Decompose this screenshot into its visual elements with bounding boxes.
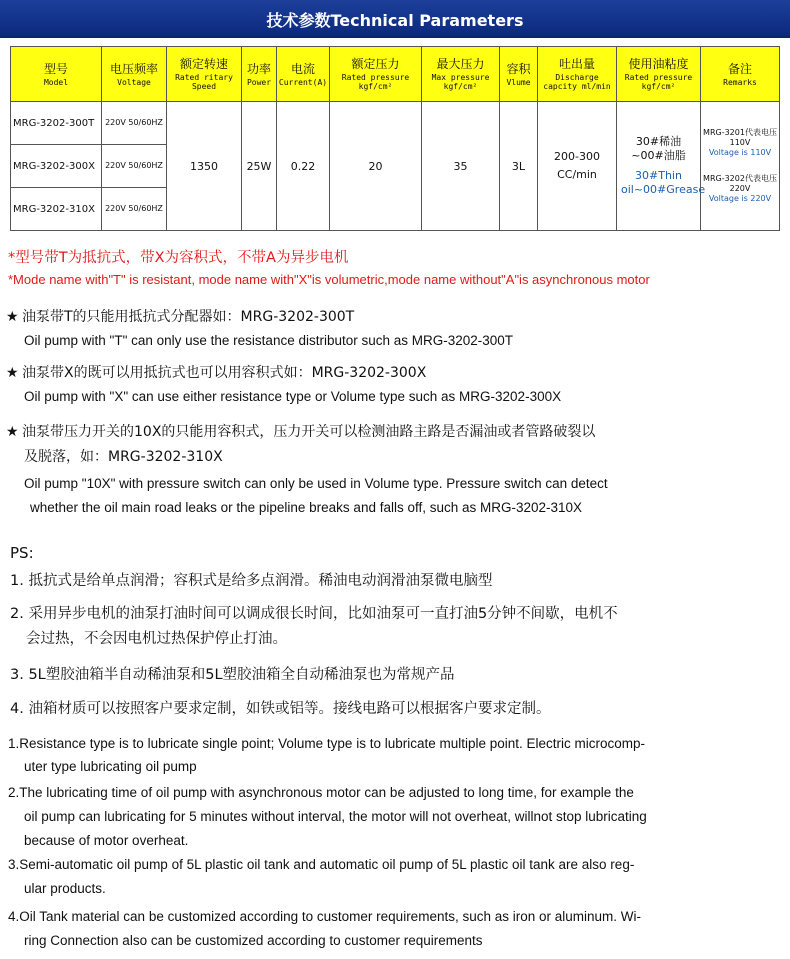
header-cell: 电压频率 Voltage bbox=[102, 47, 167, 102]
header-cell: 备注 Remarks bbox=[701, 47, 780, 102]
ps-en-3-cont: ular products. bbox=[24, 881, 106, 896]
table-header-row bbox=[11, 47, 780, 102]
voltage-cell: 220V 50/60HZ bbox=[102, 188, 167, 231]
max-pressure-cell: 35 bbox=[422, 102, 500, 231]
header-cell: 型号 Model bbox=[11, 47, 102, 102]
viscosity-en: 30#Thin oil~00#Grease bbox=[621, 169, 706, 196]
star-note-3-cont: 及脱落，如：MRG-3202-310X bbox=[24, 449, 223, 465]
star-icon: ★ bbox=[6, 424, 19, 440]
parameters-table bbox=[10, 46, 780, 231]
model-cell: MRG-3202-300T bbox=[11, 102, 102, 145]
header-cell: 额定压力 Rated pressure kgf/cm² bbox=[330, 47, 422, 102]
viscosity-cn: 30#稀油~00#油脂 bbox=[631, 135, 686, 162]
ps-en-1: 1.Resistance type is to lubricate single point; Volume type is to lubricate multiple point. Electric microcomp- bbox=[8, 736, 646, 751]
ps-label: PS: bbox=[10, 544, 34, 562]
model-cell: MRG-3202-310X bbox=[11, 188, 102, 231]
header-cell: 电流 Current(A) bbox=[277, 47, 330, 102]
current-cell: 0.22 bbox=[277, 102, 330, 231]
header-cell: 使用油粘度 Rated pressure kgf/cm² bbox=[617, 47, 701, 102]
remark-cn: MRG-3201代表电压110V bbox=[703, 128, 777, 147]
header-cell: 额定转速 Rated ritary Speed bbox=[167, 47, 242, 102]
ps-en-2-cont2: because of motor overheat. bbox=[24, 833, 189, 848]
ps-en-4-cont: ring Connection also can be customized according to customer requirements bbox=[24, 933, 483, 948]
voltage-cell: 220V 50/60HZ bbox=[102, 102, 167, 145]
star-note-1-en: Oil pump with "T" can only use the resistance distributor such as MRG-3202-300T bbox=[24, 333, 514, 348]
ps-cn-4: 4. 油箱材质可以按照客户要求定制，如铁或铝等。接线电路可以根据客户要求定制。 bbox=[10, 701, 551, 717]
ps-en-2: 2.The lubricating time of oil pump with asynchronous motor can be adjusted to long time, for example the bbox=[8, 785, 634, 800]
remarks-cell bbox=[701, 102, 780, 231]
viscosity-cell bbox=[617, 102, 706, 231]
ps-cn-2-cont: 会过热，不会因电机过热保护停止打油。 bbox=[26, 631, 287, 647]
remark-cn: MRG-3202代表电压220V bbox=[703, 174, 777, 193]
ps-en-2-cont: oil pump can lubricating for 5 minutes without interval, the motor will not overheat, willnot stop lubricating bbox=[24, 809, 647, 824]
rated-pressure-cell: 20 bbox=[330, 102, 422, 231]
model-cell: MRG-3202-300X bbox=[11, 145, 102, 188]
star-icon: ★ bbox=[6, 309, 19, 325]
model-note-cn: *型号带T为抵抗式，带X为容积式，不带A为异步电机 bbox=[8, 250, 349, 266]
ps-en-1-cont: uter type lubricating oil pump bbox=[24, 759, 197, 774]
remark-en: Voltage is 220V bbox=[708, 194, 772, 203]
star-note-3-en-2: whether the oil main road leaks or the pipeline breaks and falls off, such as MRG-3202-310X bbox=[30, 500, 583, 515]
ps-en-4: 4.Oil Tank material can be customized according to customer requirements, such as iron or aluminum. Wi- bbox=[8, 909, 642, 924]
header-cell: 吐出量 Discharge capcity ml/min bbox=[538, 47, 617, 102]
ps-cn-2: 2. 采用异步电机的油泵打油时间可以调成很长时间，比如油泵可一直打油5分钟不间歇，电机不 bbox=[10, 606, 618, 622]
star-note-3: ★ 油泵带压力开关的10X的只能用容积式，压力开关可以检测油路主路是否漏油或者管路破裂以 bbox=[6, 424, 596, 440]
title-bar bbox=[0, 0, 790, 38]
volume-cell: 3L bbox=[500, 102, 538, 231]
header-cell: 功率 Power bbox=[242, 47, 277, 102]
voltage-cell: 220V 50/60HZ bbox=[102, 145, 167, 188]
ps-cn-3: 3. 5L塑胶油箱半自动稀油泵和5L塑胶油箱全自动稀油泵也为常规产品 bbox=[10, 667, 455, 683]
speed-cell: 1350 bbox=[167, 102, 242, 231]
star-note-2-en: Oil pump with "X" can use either resistance type or Volume type such as MRG-3202-300X bbox=[24, 389, 562, 404]
model-note-en: *Mode name with"T" is resistant, mode name with"X"is volumetric,mode name without"A"is asynchronous motor bbox=[8, 272, 650, 287]
star-note-3-en-1: Oil pump "10X" with pressure switch can only be used in Volume type. Pressure switch can detect bbox=[24, 476, 608, 491]
ps-cn-1: 1. 抵抗式是给单点润滑；容积式是给多点润滑。稀油电动润滑油泵微电脑型 bbox=[10, 573, 493, 589]
remark-en: Voltage is 110V bbox=[708, 148, 772, 157]
star-note-1: ★ 油泵带T的只能用抵抗式分配器如：MRG-3202-300T bbox=[6, 309, 355, 325]
page-title: 技术参数Technical Parameters bbox=[266, 11, 524, 30]
header-cell: 容积 Vlume bbox=[500, 47, 538, 102]
ps-en-3: 3.Semi-automatic oil pump of 5L plastic oil tank and automatic oil pump of 5L plastic oil tank are also reg- bbox=[8, 857, 635, 872]
discharge-cell: 200-300 CC/min bbox=[538, 102, 617, 231]
star-note-2: ★ 油泵带X的既可以用抵抗式也可以用容积式如：MRG-3202-300X bbox=[6, 365, 427, 381]
table-row bbox=[11, 102, 780, 145]
header-cell: 最大压力 Max pressure kgf/cm² bbox=[422, 47, 500, 102]
power-cell: 25W bbox=[242, 102, 277, 231]
star-icon: ★ bbox=[6, 365, 19, 381]
